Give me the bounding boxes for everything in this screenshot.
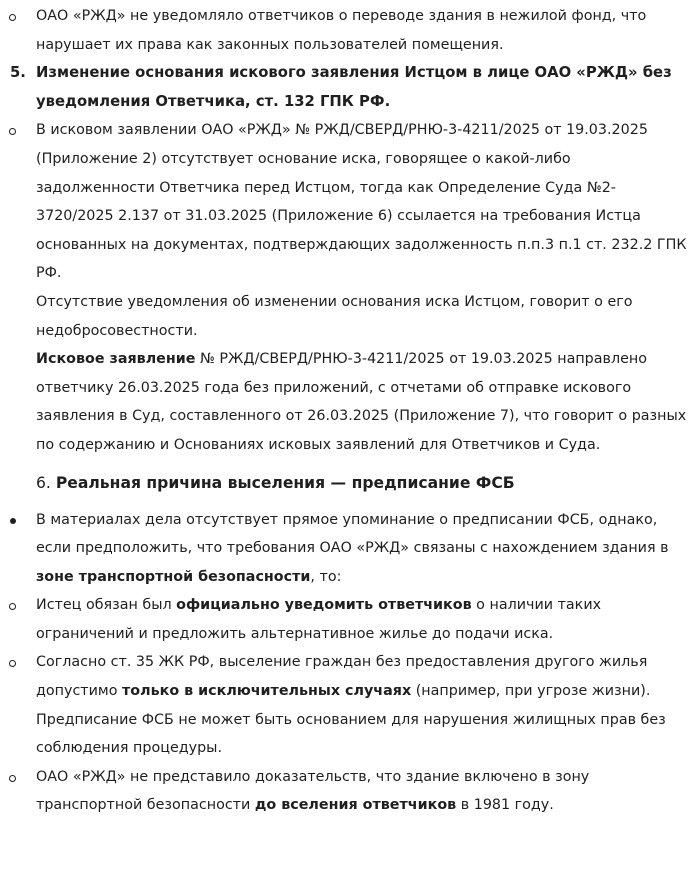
claim-basis-paragraph-1: В исковом заявлении ОАО «РЖД» № РЖД/СВЕРД/РНЮ-3-4211/2025 от 19.03.2025 (Приложение 2) отсутствует основание иска, говорящее о какой-либо задолженности Ответчика перед Истцом, тогда как Определение Суда №2-3720/2025 2.137 от 31.03.2025 (Приложение 6) ссылается на требования Истца основанных на документах, подтверждающих задолженность п.п.3 п.1 ст. 232.2 ГПК РФ. xyxy=(36,122,687,282)
notify-text-pre: Истец обязан был xyxy=(36,597,177,614)
housing-code-paragraph-1 xyxy=(36,648,690,705)
notify-text-post: о наличии таких ограничений и предложить альтернативное жилье до подачи иска. xyxy=(36,597,602,642)
notify-bold: официально уведомить ответчиков xyxy=(176,597,472,614)
evidence-text-pre: ОАО «РЖД» не представило доказательств, что здание включено в зону транспортной безопасности xyxy=(36,768,590,814)
section-6-title: Реальная причина выселения — предписание ФСБ xyxy=(55,473,515,492)
housing-code-text-pre: Согласно ст. 35 ЖК РФ, выселение граждан без предоставления другого жилья допустимо xyxy=(36,654,648,700)
list-item-text: ОАО «РЖД» не уведомляло ответчиков о переводе здания в нежилой фонд, что нарушает их права как законных пользователей помещения. xyxy=(36,8,647,53)
housing-code-text-post: (например, при угрозе жизни). xyxy=(411,683,651,700)
section-5-heading xyxy=(0,59,690,116)
fsb-assumption-text-post: , то: xyxy=(310,568,342,585)
claim-basis-bold-term: Исковое заявление xyxy=(36,351,196,368)
section-6-heading xyxy=(0,468,690,498)
housing-code-bold: только в исключительных случаях xyxy=(122,683,412,700)
list-item-notify-obligation xyxy=(0,591,690,648)
evidence-bold: до вселения ответчиков xyxy=(254,797,457,814)
claim-basis-paragraph-3 xyxy=(36,345,690,459)
housing-code-paragraph-2: Предписание ФСБ не может быть основанием для нарушения жилищных прав без соблюдения процедуры. xyxy=(36,711,666,757)
document-body xyxy=(0,2,690,820)
fsb-assumption-text-pre: В материалах дела отсутствует прямое упоминание о предписании ФСБ, однако, если предположить, что требования ОАО «РЖД» связаны с нахождением здания в xyxy=(36,511,669,557)
evidence-text-post: в 1981 году. xyxy=(456,797,554,814)
list-item-claim-basis xyxy=(0,116,690,459)
claim-basis-paragraph-2: Отсутствие уведомления об изменении основания иска Истцом, говорит о его недобросовестности. xyxy=(36,293,633,339)
fsb-assumption-bold: зоне транспортной безопасности xyxy=(36,568,311,585)
section-6-number: 6. xyxy=(36,473,51,492)
list-item-housing-code xyxy=(0,648,690,762)
claim-basis-paragraph-3-text: № РЖД/СВЕРД/РНЮ-3-4211/2025 от 19.03.2025 направлено ответчику 26.03.2025 года без приложений, с отчетами об отправке искового заявления в Суд, составленного от 26.03.2025 (Приложение 7), что говорит о разных по содержанию и Основаниях исковых заявлений для Ответчиков и Суда. xyxy=(36,351,687,453)
list-item-evidence xyxy=(0,763,690,820)
section-5-title: Изменение основания искового заявления Истцом в лице ОАО «РЖД» без уведомления Ответчика, ст. 132 ГПК РФ. xyxy=(36,64,672,110)
section-5-number: 5. xyxy=(10,64,26,82)
list-item-notification xyxy=(0,2,690,59)
list-item-fsb-assumption xyxy=(0,506,690,592)
